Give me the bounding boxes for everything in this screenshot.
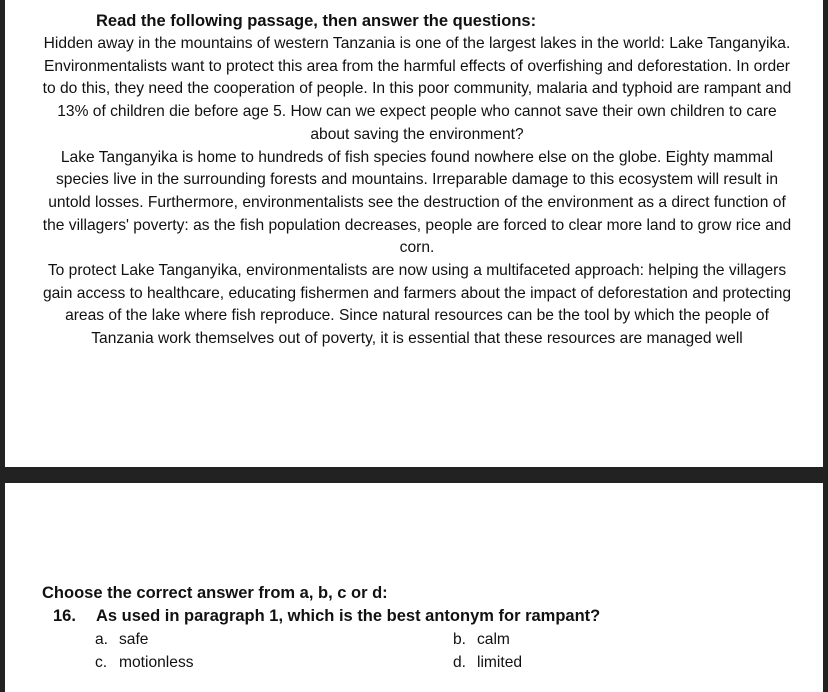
option-letter: c. (95, 654, 108, 671)
option-letter: a. (95, 631, 109, 648)
option-letter: b. (453, 631, 467, 648)
passage-paragraph-3: To protect Lake Tanganyika, environmentalists are now using a multifaceted approach: helping the villagers gain access to healthcare, educating fishermen and farmers about the impact of deforestation and protecting areas of the lake where fish reproduce. Since natural resources can be the tool by which the people of Tanzania work themselves out of poverty, it is essential that these resources are managed well (42, 262, 792, 348)
passage-page (5, 0, 823, 467)
option-text: calm (477, 631, 510, 648)
option-text: safe (119, 631, 149, 648)
answer-option-b[interactable] (453, 629, 510, 651)
option-text: motionless (119, 654, 194, 671)
question-text: As used in paragraph 1, which is the best antonym for rampant? (96, 607, 601, 625)
quiz-instructions: Choose the correct answer from a, b, c or d: (42, 584, 388, 602)
question-number: 16. (53, 607, 76, 625)
answer-option-d[interactable] (453, 652, 522, 674)
question-page (5, 483, 823, 692)
passage-body (37, 33, 797, 351)
passage-paragraph-2: Lake Tanganyika is home to hundreds of fish species found nowhere else on the globe. Eighty mammal species live in the surrounding forests and mountains. Irreparable damage to this ecosystem will result in untold losses. Furthermore, environmentalists see the destruction of the environment as a direct function of the villagers' poverty: as the fish population decreases, people are forced to clear more land to grow rice and corn. (42, 148, 792, 257)
question-16 (53, 605, 600, 627)
answer-option-a[interactable] (95, 629, 148, 651)
option-letter: d. (453, 654, 467, 671)
passage-paragraph-1: Hidden away in the mountains of western Tanzania is one of the largest lakes in the world: Lake Tanganyika. Environmentalists want to protect this area from the harmful effects of overfishing and deforestation. In order to do this, they need the cooperation of people. In this poor community, malaria and typhoid are rampant and 13% of children die before age 5. How can we expect people who cannot save their own children to care about saving the environment? (42, 35, 792, 143)
answer-option-c[interactable] (95, 652, 194, 674)
passage-heading: Read the following passage, then answer the questions: (96, 12, 537, 30)
option-text: limited (477, 654, 523, 671)
